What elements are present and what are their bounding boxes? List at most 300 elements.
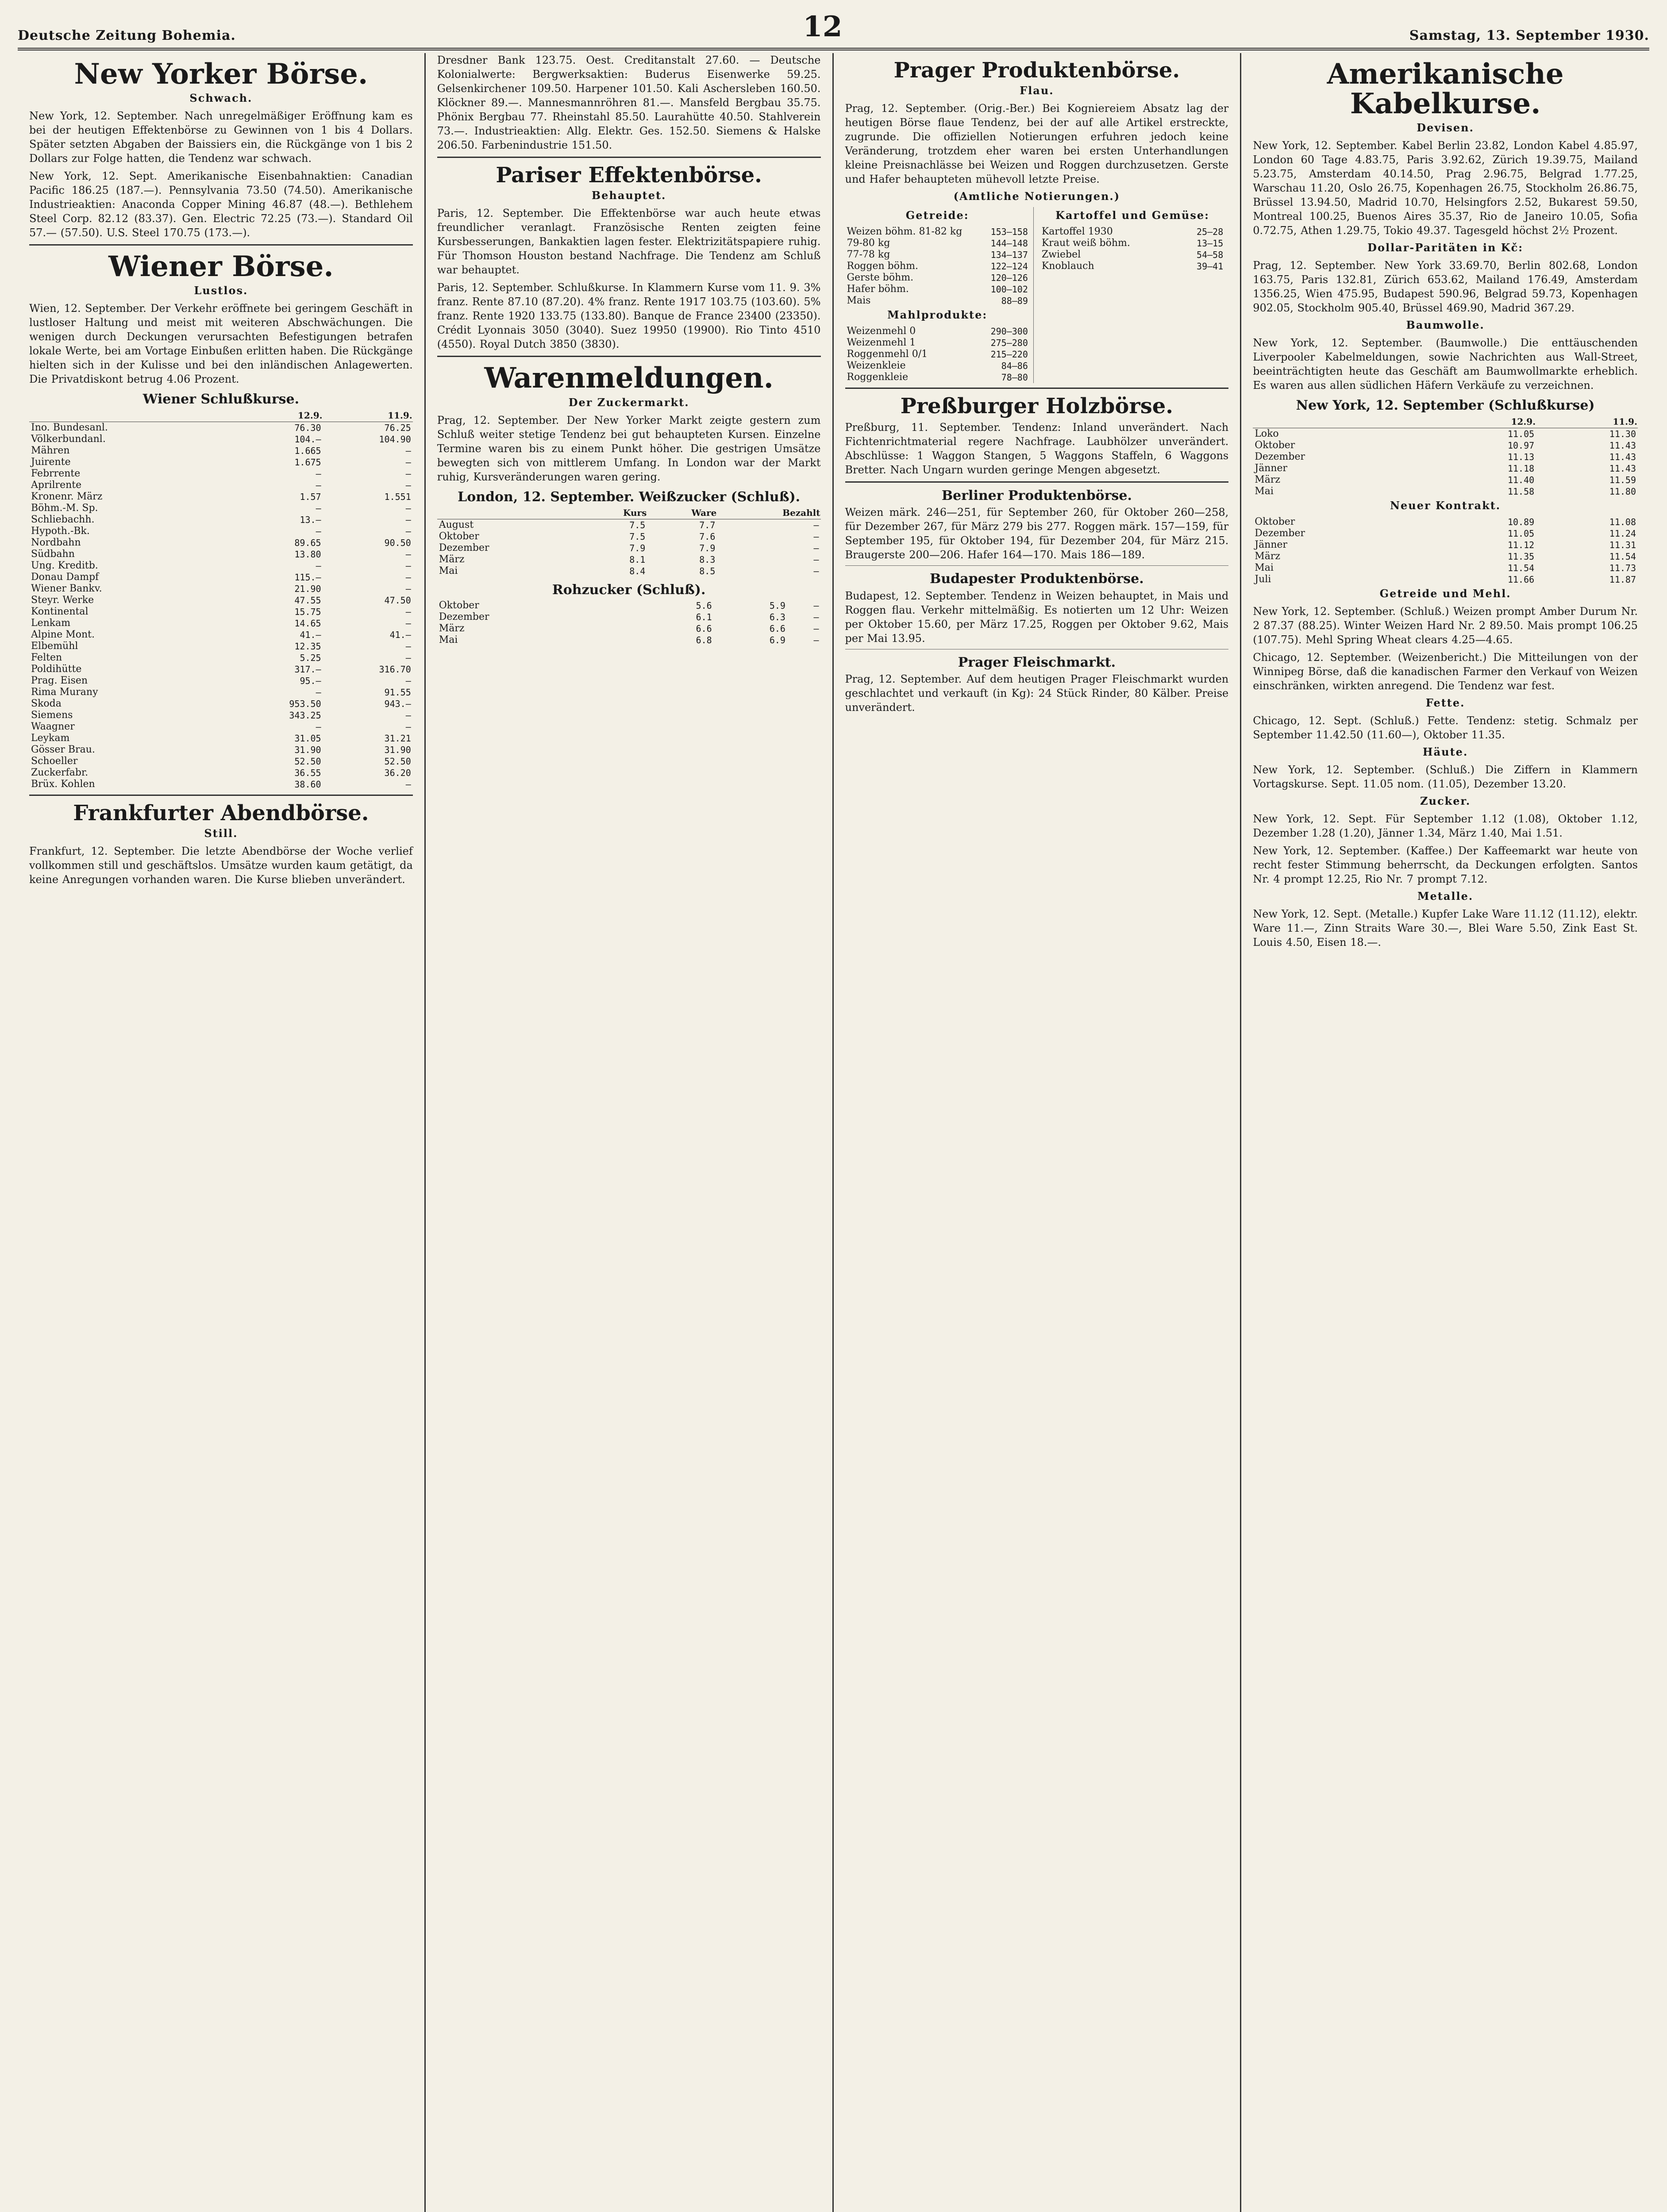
cell-value: — bbox=[813, 600, 819, 611]
row-label: Roggenmehl 0/1 bbox=[847, 349, 928, 360]
cell-value: — bbox=[316, 503, 321, 514]
section-subtitle: Getreide und Mehl. bbox=[1379, 587, 1511, 600]
cell-value: 153—158 bbox=[990, 227, 1028, 238]
row-label: Gösser Brau. bbox=[31, 744, 95, 755]
cell-value: 115.— bbox=[294, 572, 321, 583]
section-title-wien: Wiener Börse. bbox=[108, 250, 334, 284]
section-subtitle: Still. bbox=[204, 827, 238, 840]
cell-value: 95.— bbox=[300, 675, 321, 686]
cell-value: 36.20 bbox=[384, 767, 411, 778]
table-row bbox=[29, 606, 413, 618]
cell-value: 122—124 bbox=[990, 261, 1028, 272]
section-subtitle: Fette. bbox=[1425, 696, 1465, 709]
row-label: Lenkam bbox=[31, 617, 71, 629]
cell-value: 1.675 bbox=[294, 457, 321, 468]
cell-value: 134—137 bbox=[990, 250, 1028, 261]
article-paragraph: New York, 12. September. Kabel Berlin 23.82, London Kabel 4.85.97, London 60 Tage 4.83.75, Paris 3.92.62, Zürich 19.39.75, Mailand 5.23.75, Amsterdam 40.14.50, Prag 2.96.75, Belgrad 1.77.25, Warschau 11.20, Oslo 26.75, Kopenhagen 26.75, Stockholm 26.86.75, Brüssel 13.94.50, Madrid 10.70, Helsingfors 2.52, Bukarest 59.50, Montreal 100.25, Buenos Aires 35.37, Rio de Janeiro 10.05, Sofia 0.72.75, Athen 1.29.75, Tokio 49.37. Tagesgeld höchst 2½ Prozent. bbox=[1253, 139, 1638, 237]
table-header-row bbox=[1253, 415, 1638, 428]
cell-value: 11.87 bbox=[1609, 574, 1636, 585]
row-label: Weizenmehl 0 bbox=[847, 326, 916, 337]
cell-value: — bbox=[813, 554, 819, 565]
article-paragraph: Budapest, 12. September. Tendenz in Weizen behauptet, in Mais und Roggen flau. Verkehr mittelmäßig. Es notierten um 12 Uhr: Weizen per Oktober 15.60, per März 17.25, Roggen per Oktober 9.62, Mais per Mai 13.95. bbox=[845, 589, 1229, 645]
cell-value: — bbox=[813, 520, 819, 531]
row-label: März bbox=[1255, 550, 1280, 562]
cell-value: — bbox=[813, 623, 819, 634]
cell-value: 41.— bbox=[300, 629, 321, 640]
cell-value: 11.58 bbox=[1507, 486, 1535, 497]
cell-value: — bbox=[405, 618, 411, 629]
table-row bbox=[1253, 539, 1638, 551]
cell-value: — bbox=[405, 457, 411, 468]
cell-value: 6.6 bbox=[696, 623, 712, 634]
table-header: 11.9. bbox=[1536, 415, 1638, 428]
table-row bbox=[845, 295, 1030, 307]
row-label: Siemens bbox=[31, 709, 73, 721]
cell-value: 47.50 bbox=[384, 595, 411, 606]
table-row bbox=[29, 572, 413, 583]
section-title-ny: New Yorker Börse. bbox=[74, 58, 368, 91]
table-row bbox=[1253, 562, 1638, 574]
table-row bbox=[29, 652, 413, 664]
table-row bbox=[845, 272, 1030, 284]
table-row bbox=[29, 687, 413, 698]
row-label: Brüx. Kohlen bbox=[31, 778, 95, 790]
row-label: Oktober bbox=[439, 531, 479, 542]
cell-value: — bbox=[405, 514, 411, 525]
row-label: Kraut weiß böhm. bbox=[1041, 238, 1130, 249]
baumwolle-table bbox=[1253, 415, 1638, 497]
table-row bbox=[1253, 440, 1638, 451]
divider bbox=[29, 795, 413, 796]
row-label: Mai bbox=[1255, 562, 1274, 573]
table-row bbox=[845, 337, 1030, 349]
table-row bbox=[845, 226, 1030, 238]
divider bbox=[845, 565, 1229, 566]
table-row bbox=[29, 675, 413, 687]
cell-value: 31.21 bbox=[384, 733, 411, 744]
roh-table bbox=[437, 600, 821, 646]
cell-value: — bbox=[316, 468, 321, 479]
cell-value: 316.70 bbox=[379, 664, 411, 675]
table-row bbox=[1253, 474, 1638, 486]
article-paragraph: New York, 12. Sept. (Metalle.) Kupfer Lake Ware 11.12 (11.12), elektr. Ware 11.—, Zinn Straits Ware 30.—, Blei Ware 5.50, Zink East St. Louis 4.50, Eisen 18.—. bbox=[1253, 907, 1638, 949]
divider bbox=[845, 481, 1229, 483]
article-paragraph: Wien, 12. September. Der Verkehr eröffnete bei geringem Geschäft in lustloser Haltung und meist mit weiteren Abschwächungen. Die wenigen durch Deckungen verursachten Befestigungen betrafen lokale Werte, bei am Vortage Einbußen erlitten haben. Die Rückgänge hielten sich in der Kulisse und bei den inländischen Anlagewerten. Die Privatdiskont betrug 4.06 Prozent. bbox=[29, 302, 413, 386]
section-subtitle: Dollar-Paritäten in Kč: bbox=[1367, 241, 1524, 254]
cell-value: 39—41 bbox=[1197, 261, 1224, 272]
row-label: Aprilrente bbox=[31, 479, 82, 491]
table-row bbox=[845, 326, 1030, 337]
cell-value: 11.18 bbox=[1507, 463, 1535, 474]
article-paragraph: New York, 12. September. (Schluß.) Weizen prompt Amber Durum Nr. 2 87.37 (88.25). Winter Weizen Hard Nr. 2 89.50. Mais prompt 106.25 (107.75). Mehl Spring Wheat clears 4.25—4.65. bbox=[1253, 605, 1638, 646]
cell-value: — bbox=[405, 675, 411, 686]
divider bbox=[29, 244, 413, 246]
cell-value: 89.65 bbox=[294, 537, 321, 548]
cell-value: — bbox=[813, 543, 819, 554]
cell-value: 12.35 bbox=[294, 641, 321, 652]
row-label: Dezember bbox=[1255, 527, 1305, 539]
cell-value: 5.6 bbox=[696, 600, 712, 611]
table-row bbox=[29, 434, 413, 445]
kontrakt-table bbox=[1253, 516, 1638, 585]
section-title-holz: Preßburger Holzbörse. bbox=[900, 394, 1173, 419]
table-row bbox=[437, 519, 821, 531]
article-paragraph: Chicago, 12. Sept. (Schluß.) Fette. Tendenz: stetig. Schmalz per September 11.42.50 (11.60—), Oktober 11.35. bbox=[1253, 714, 1638, 741]
cell-value: 7.7 bbox=[699, 520, 716, 531]
table-row bbox=[29, 664, 413, 675]
table-row bbox=[1253, 451, 1638, 463]
column-3 bbox=[834, 53, 1242, 2212]
row-label: Dezember bbox=[439, 611, 489, 622]
cell-value: 11.66 bbox=[1507, 574, 1535, 585]
masthead-name: Deutsche Zeitung Bohemia. bbox=[18, 28, 236, 43]
cell-value: 11.35 bbox=[1507, 551, 1535, 562]
table-title: Wiener Schlußkurse. bbox=[142, 392, 300, 407]
table-row bbox=[29, 710, 413, 721]
cell-value: 31.90 bbox=[294, 744, 321, 755]
cell-value: 11.73 bbox=[1609, 562, 1636, 573]
row-label: Oktober bbox=[1255, 439, 1295, 451]
page-number: 12 bbox=[803, 10, 843, 43]
row-label: Schoeller bbox=[31, 755, 78, 767]
section-title-fleisch: Prager Fleischmarkt. bbox=[958, 654, 1116, 670]
article-paragraph: Paris, 12. September. Schlußkurse. In Klammern Kurse vom 11. 9. 3% franz. Rente 87.10 (87.20). 4% franz. Rente 1917 103.75 (103.60). 5% franz. Rente 1920 133.75 (133.80). Banque de France 23400 (23350). Crédit Lyonnais 3050 (3040). Suez 19950 (19900). Rio Tinto 4510 (4550). Royal Dutch 3850 (3830). bbox=[437, 281, 821, 351]
cell-value: 52.50 bbox=[294, 756, 321, 767]
row-label: Mai bbox=[439, 565, 458, 577]
table-row bbox=[29, 756, 413, 767]
cell-value: 13.80 bbox=[294, 549, 321, 560]
table-header bbox=[437, 507, 581, 519]
row-label: Juirente bbox=[31, 456, 71, 468]
table-row bbox=[29, 468, 413, 480]
cell-value: 90.50 bbox=[384, 537, 411, 548]
cell-value: 953.50 bbox=[289, 698, 321, 709]
table-row bbox=[437, 531, 821, 542]
table-body bbox=[1040, 226, 1225, 272]
wien-table bbox=[29, 409, 413, 790]
cell-value: 6.9 bbox=[769, 634, 785, 645]
cell-value: 36.55 bbox=[294, 767, 321, 778]
table-row bbox=[29, 629, 413, 641]
cell-value: 275—280 bbox=[990, 338, 1028, 349]
cell-value: 11.54 bbox=[1609, 551, 1636, 562]
table-row bbox=[29, 560, 413, 572]
cell-value: — bbox=[316, 687, 321, 698]
section-subtitle: Baumwolle. bbox=[1406, 319, 1485, 332]
table-row bbox=[1040, 238, 1225, 249]
column-2 bbox=[426, 53, 834, 2212]
cell-value: — bbox=[405, 721, 411, 732]
row-label: Mais bbox=[847, 295, 871, 307]
table-row bbox=[845, 284, 1030, 295]
table-title: London, 12. September. Weißzucker (Schluß). bbox=[458, 489, 801, 505]
cell-value: 41.— bbox=[389, 629, 411, 640]
row-label: Weizenmehl 1 bbox=[847, 337, 916, 349]
row-label: Kartoffel 1930 bbox=[1041, 226, 1113, 238]
table-body bbox=[437, 519, 821, 577]
article-paragraph: Prag, 12. September. (Orig.-Ber.) Bei Kogniereiem Absatz lag der heutigen Börse flaue Tendenz, bei der auf alle Artikel erstreckte, zugrunde. Die offiziellen Notierungen erfuhren jedoch keine Veränderung, trotzdem eher waren bei ersten Unterhandlungen kleine Preisnachlässe bei Weizen und Roggen durchzusetzen. Gerste und Hafer behaupteten mühevoll letzte Preise. bbox=[845, 102, 1229, 186]
table-row bbox=[29, 457, 413, 468]
table-row bbox=[437, 611, 821, 623]
section-title-budapest: Budapester Produktenbörse. bbox=[930, 571, 1144, 587]
section-subtitle: Neuer Kontrakt. bbox=[1390, 499, 1501, 512]
cell-value: 25—28 bbox=[1197, 227, 1224, 238]
cell-value: 11.43 bbox=[1609, 451, 1636, 462]
cell-value: 11.43 bbox=[1609, 440, 1636, 451]
table-row bbox=[29, 526, 413, 537]
row-label: März bbox=[439, 554, 465, 565]
cell-value: 7.5 bbox=[629, 520, 646, 531]
section-title-paris: Pariser Effektenbörse. bbox=[496, 163, 762, 188]
table-body bbox=[1253, 428, 1638, 497]
notierungen-grid bbox=[845, 207, 1229, 383]
notierungen-left bbox=[845, 207, 1034, 383]
row-label: Felten bbox=[31, 652, 62, 663]
cell-value: 943.— bbox=[384, 698, 411, 709]
row-label: Steyr. Werke bbox=[31, 594, 94, 606]
kart-table bbox=[1040, 226, 1225, 272]
article-paragraph: New York, 12. September. (Schluß.) Die Ziffern in Klammern Vortagskurse. Sept. 11.05 nom. (11.05), Dezember 13.20. bbox=[1253, 763, 1638, 790]
cell-value: 13.— bbox=[300, 514, 321, 525]
row-label: Völkerbundanl. bbox=[31, 433, 106, 445]
cell-value: — bbox=[405, 445, 411, 456]
cell-value: 7.9 bbox=[629, 543, 646, 554]
table-row bbox=[1253, 516, 1638, 528]
cell-value: 11.31 bbox=[1609, 539, 1636, 550]
cell-value: 11.08 bbox=[1609, 516, 1636, 527]
row-label: Hafer böhm. bbox=[847, 284, 909, 295]
row-label: 79-80 kg bbox=[847, 238, 890, 249]
table-header: 11.9. bbox=[323, 409, 413, 422]
table-row bbox=[845, 249, 1030, 261]
table-row bbox=[29, 480, 413, 491]
cell-value: 7.5 bbox=[629, 531, 646, 542]
section-subtitle: Behauptet. bbox=[591, 189, 666, 202]
cell-value: — bbox=[405, 549, 411, 560]
article-paragraph: Prag, 12. September. New York 33.69.70, Berlin 802.68, London 163.75, Paris 132.81, Zürich 653.62, Mailand 176.49, Amsterdam 1356.25, Wien 475.95, Budapest 590.96, Belgrad 59.73, Kopenhagen 902.05, Stockholm 905.40, Brüssel 469.90, Madrid 367.29. bbox=[1253, 259, 1638, 315]
row-label: August bbox=[439, 519, 474, 531]
section-subtitle: Flau. bbox=[1020, 84, 1054, 97]
article-paragraph: New York, 12. Sept. Amerikanische Eisenbahnaktien: Canadian Pacific 186.25 (187.—). Pennsylvania 73.50 (74.50). Amerikanische Industrieaktien: Anaconda Copper Mining 46.87 (48.—). Bethlehem Steel Corp. 82.12 (83.37). Gen. Electric 72.25 (73.—). Standard Oil 57.— (57.50). U.S. Steel 170.75 (173.—). bbox=[29, 170, 413, 239]
cell-value: 7.6 bbox=[699, 531, 716, 542]
table-header: 12.9. bbox=[1434, 415, 1536, 428]
cell-value: 76.30 bbox=[294, 422, 321, 433]
row-label: Ino. Bundesanl. bbox=[31, 422, 108, 433]
row-label: Wiener Bankv. bbox=[31, 583, 102, 594]
section-title-berlin: Berliner Produktenbörse. bbox=[941, 488, 1132, 503]
row-label: Gerste böhm. bbox=[847, 272, 914, 284]
row-label: Roggenkleie bbox=[847, 372, 909, 383]
cell-value: — bbox=[405, 468, 411, 479]
table-row bbox=[1040, 249, 1225, 261]
table-row bbox=[29, 595, 413, 606]
row-label: Hypoth.-Bk. bbox=[31, 525, 90, 537]
cell-value: 8.4 bbox=[629, 566, 646, 577]
cell-value: 11.05 bbox=[1507, 528, 1535, 539]
table-title: Rohzucker (Schluß). bbox=[552, 582, 706, 598]
divider bbox=[437, 157, 821, 158]
row-label: Dezember bbox=[1255, 451, 1305, 462]
cell-value: 8.5 bbox=[699, 566, 716, 577]
cell-value: — bbox=[405, 480, 411, 491]
cell-value: 91.55 bbox=[384, 687, 411, 698]
table-header: Ware bbox=[647, 507, 717, 519]
section-subtitle: Lustlos. bbox=[194, 284, 248, 297]
section-subtitle: Metalle. bbox=[1417, 889, 1474, 902]
cell-value: 5.25 bbox=[300, 652, 321, 663]
mehl-table bbox=[845, 326, 1030, 383]
cell-value: — bbox=[813, 634, 819, 645]
row-label: Rima Murany bbox=[31, 686, 98, 698]
article-paragraph: Prag, 12. September. Auf dem heutigen Prager Fleischmarkt wurden geschlachtet und verkauft (in Kg): 24 Stück Rinder, 80 Kälber. Preise unverändert. bbox=[845, 673, 1229, 714]
row-label: Jänner bbox=[1255, 539, 1288, 550]
section-subtitle: Zucker. bbox=[1420, 794, 1471, 807]
table-row bbox=[29, 767, 413, 779]
cell-value: 11.59 bbox=[1609, 474, 1636, 485]
table-row bbox=[845, 261, 1030, 272]
table-row bbox=[29, 503, 413, 514]
cell-value: 100—102 bbox=[990, 284, 1028, 295]
row-label: Mai bbox=[1255, 485, 1274, 497]
cell-value: 11.40 bbox=[1507, 474, 1535, 485]
cell-value: 343.25 bbox=[289, 710, 321, 721]
table-body bbox=[1253, 516, 1638, 585]
row-label: Ung. Kreditb. bbox=[31, 560, 98, 571]
cell-value: — bbox=[405, 606, 411, 617]
cell-value: 11.30 bbox=[1609, 428, 1636, 439]
cell-value: 7.9 bbox=[699, 543, 716, 554]
row-label: Prag. Eisen bbox=[31, 675, 88, 686]
table-row bbox=[29, 641, 413, 652]
row-label: Skoda bbox=[31, 698, 62, 709]
cell-value: 31.90 bbox=[384, 744, 411, 755]
cell-value: 120—126 bbox=[990, 273, 1028, 284]
table-row bbox=[1040, 261, 1225, 272]
table-header-row bbox=[29, 409, 413, 422]
group-label: Kartoffel und Gemüse: bbox=[1055, 209, 1209, 222]
table-row bbox=[29, 549, 413, 560]
table-row bbox=[1253, 574, 1638, 585]
section-subtitle: Häute. bbox=[1422, 745, 1468, 758]
table-header: Kurs bbox=[581, 507, 647, 519]
cell-value: 13—15 bbox=[1197, 238, 1224, 249]
section-title-amer: Amerikanische Kabelkurse. bbox=[1327, 58, 1564, 121]
table-row bbox=[29, 698, 413, 710]
article-paragraph: New York, 12. Sept. Für September 1.12 (1.08), Oktober 1.12, Dezember 1.28 (1.20), Jänner 1.34, März 1.40, Mai 1.51. bbox=[1253, 812, 1638, 839]
cell-value: — bbox=[316, 480, 321, 491]
london-table bbox=[437, 507, 821, 577]
table-row bbox=[29, 422, 413, 434]
cell-value: 21.90 bbox=[294, 583, 321, 594]
cell-value: 10.89 bbox=[1507, 516, 1535, 527]
cell-value: 10.97 bbox=[1507, 440, 1535, 451]
row-label: Weizenkleie bbox=[847, 360, 906, 372]
table-row bbox=[845, 372, 1030, 383]
table-body bbox=[845, 326, 1030, 383]
cell-value: — bbox=[405, 641, 411, 652]
table-row bbox=[29, 491, 413, 503]
divider bbox=[845, 388, 1229, 389]
cell-value: 88—89 bbox=[1001, 296, 1028, 307]
table-body bbox=[437, 600, 821, 646]
cell-value: 52.50 bbox=[384, 756, 411, 767]
table-row bbox=[29, 733, 413, 744]
section-subtitle: Schwach. bbox=[189, 92, 253, 105]
row-label: März bbox=[439, 622, 465, 634]
article-paragraph: Preßburg, 11. September. Tendenz: Inland unverändert. Nach Fichtenrichtmaterial regere Nachfrage. Laubhölzer unverändert. Abschlüsse: 1 Waggon Stangen, 5 Waggons Staffeln, 6 Waggons Bretter. Nach Ungarn wurden geringe Mengen abgesetzt. bbox=[845, 421, 1229, 476]
cell-value: — bbox=[316, 560, 321, 571]
row-label: Dezember bbox=[439, 542, 489, 554]
article-paragraph: Dresdner Bank 123.75. Oest. Creditanstalt 27.60. — Deutsche Kolonialwerte: Bergwerksaktien: Buderus Eisenwerke 59.25. Gelsenkirchener 109.50. Harpener 101.50. Kali Aschersleben 160.50. Klöckner 89.—. Mannesmannröhren 81.—. Mansfeld Bergbau 35.75. Phönix Bergbau 77. Rheinstahl 85.50. Laurahütte 40.50. Stahlverein 73.—. Industrieaktien: Allg. Elektr. Ges. 152.50. Siemens & Halske 206.50. Farbenindustrie 151.50. bbox=[437, 54, 821, 151]
cell-value: 47.55 bbox=[294, 595, 321, 606]
cell-value: 1.551 bbox=[384, 491, 411, 502]
cell-value: 5.9 bbox=[769, 600, 785, 611]
row-label: Elbemühl bbox=[31, 640, 78, 652]
row-label: Böhm.-M. Sp. bbox=[31, 502, 98, 514]
cell-value: 6.8 bbox=[696, 634, 712, 645]
cell-value: 6.1 bbox=[696, 611, 712, 622]
cell-value: 15.75 bbox=[294, 606, 321, 617]
issue-date: Samstag, 13. September 1930. bbox=[1409, 28, 1649, 43]
cell-value: — bbox=[813, 531, 819, 542]
cell-value: 290—300 bbox=[990, 326, 1028, 337]
row-label: Weizen böhm. 81-82 kg bbox=[847, 226, 962, 238]
divider bbox=[437, 356, 821, 357]
table-header bbox=[1253, 415, 1434, 428]
row-label: Kronenr. März bbox=[31, 491, 103, 502]
article-paragraph: New York, 12. September. (Baumwolle.) Die enttäuschenden Liverpooler Kabelmeldungen, sowie Nachrichten aus Wall-Street, beeinträchtigten heute das Geschäft am Baumwollmarkte erheblich. Es waren aus allen südlichen Häfern Verkäufe zu verzeichnen. bbox=[1253, 337, 1638, 392]
cell-value: 8.3 bbox=[699, 554, 716, 565]
group-label: Getreide: bbox=[905, 209, 969, 222]
cell-value: 11.24 bbox=[1609, 528, 1636, 539]
cell-value: 54—58 bbox=[1197, 250, 1224, 261]
table-row bbox=[29, 779, 413, 790]
row-label: Knoblauch bbox=[1041, 261, 1094, 272]
row-label: Poldihütte bbox=[31, 663, 82, 675]
cell-value: — bbox=[405, 652, 411, 663]
cell-value: 84—86 bbox=[1001, 361, 1028, 372]
cell-value: 1.57 bbox=[300, 491, 321, 502]
table-header-row bbox=[437, 507, 821, 519]
section-subtitle: Devisen. bbox=[1417, 121, 1474, 134]
cell-value: 31.05 bbox=[294, 733, 321, 744]
section-title-frankfurt: Frankfurter Abendbörse. bbox=[73, 800, 369, 826]
row-label: Mai bbox=[439, 634, 458, 645]
row-label: Kontinental bbox=[31, 606, 89, 617]
row-label: Leykam bbox=[31, 732, 70, 744]
article-paragraph: New York, 12. September. (Kaffee.) Der Kaffeemarkt war heute von recht fester Stimmung beherrscht, da Deckungen erfolgten. Santos Nr. 4 prompt 12.25, Rio Nr. 7 prompt 7.12. bbox=[1253, 844, 1638, 885]
getreide-table bbox=[845, 226, 1030, 307]
cell-value: — bbox=[405, 503, 411, 514]
table-row bbox=[29, 744, 413, 756]
table-row bbox=[437, 600, 821, 611]
table-row bbox=[1040, 226, 1225, 238]
cell-value: — bbox=[316, 721, 321, 732]
row-label: Südbahn bbox=[31, 548, 75, 560]
row-label: Donau Dampf bbox=[31, 571, 99, 583]
table-row bbox=[1253, 428, 1638, 440]
notierungen-right bbox=[1040, 207, 1228, 383]
row-label: Zwiebel bbox=[1041, 249, 1081, 261]
row-label: Loko bbox=[1255, 428, 1279, 439]
row-label: Alpine Mont. bbox=[31, 629, 95, 640]
row-label: Nordbahn bbox=[31, 537, 81, 548]
row-label: Oktober bbox=[439, 599, 479, 611]
table-row bbox=[437, 554, 821, 565]
newspaper-header bbox=[18, 12, 1649, 50]
article-paragraph: Prag, 12. September. Der New Yorker Markt zeigte gestern zum Schluß weiter stetige Tendenz bei gut behaupteten Kursen. Einzelne Termine waren bis zu einem Punkt höher. Die gestrigen Umsätze bewegten sich von mittlerem Umfang. In London war der Markt ruhig, Kursveränderungen waren gering. bbox=[437, 414, 821, 483]
cell-value: 11.12 bbox=[1507, 539, 1535, 550]
